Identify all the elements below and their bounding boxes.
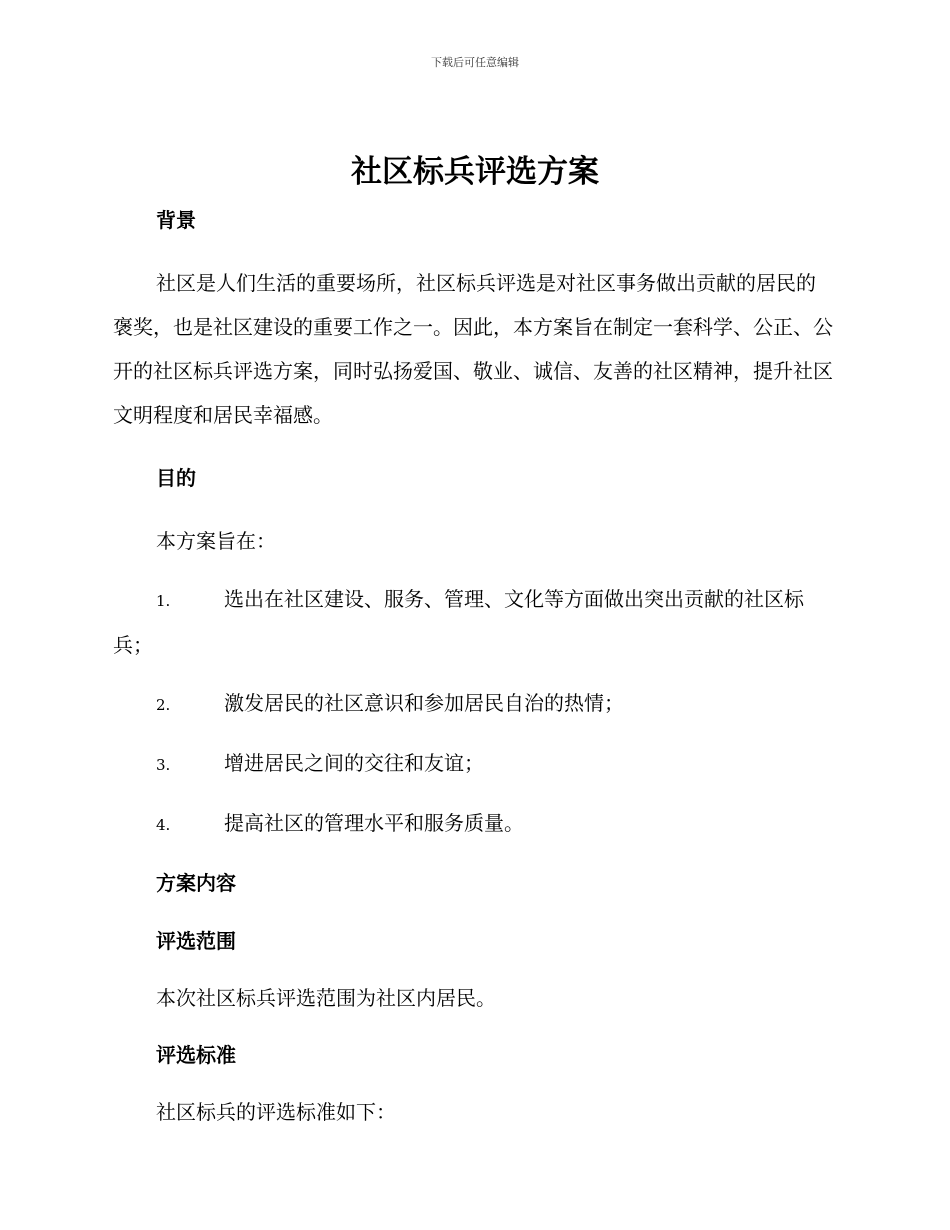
criteria-intro: 社区标兵的评选标准如下： [156,1100,396,1124]
list-item-number: 2. [156,696,171,714]
list-item [113,801,833,847]
list-item [113,577,833,667]
background-paragraph: 社区是人们生活的重要场所，社区标兵评选是对社区事务做出贡献的居民的褒奖，也是社区建设的重要工作之一。因此，本方案旨在制定一套科学、公正、公开的社区标兵评选方案，同时弘扬爱国、敬业、诚信、友善的社区精神，提升社区文明程度和居民幸福感。 [113,271,833,427]
scope-paragraph: 本次社区标兵评选范围为社区内居民。 [156,986,496,1010]
section-heading-scope: 评选范围 [156,929,236,953]
list-item-number: 1. [156,592,171,610]
list-item-number: 4. [156,816,171,834]
purpose-list [113,577,833,847]
section-heading-background: 背景 [156,208,196,232]
list-item-number: 3. [156,756,171,774]
section-heading-criteria: 评选标准 [156,1043,236,1067]
list-item-text: 增进居民之间的交往和友谊； [224,751,484,775]
section-heading-content: 方案内容 [156,871,236,895]
list-item [113,741,833,787]
purpose-intro: 本方案旨在： [156,529,276,553]
list-item-text: 提高社区的管理水平和服务质量。 [224,811,524,835]
page-header-note: 下载后可任意编辑 [431,56,519,69]
document-title: 社区标兵评选方案 [351,154,599,190]
list-item-text: 选出在社区建设、服务、管理、文化等方面做出突出贡献的社区标兵； [113,587,804,657]
section-heading-purpose: 目的 [156,466,196,490]
document-body [113,201,833,1134]
list-item-text: 激发居民的社区意识和参加居民自治的热情； [224,691,624,715]
list-item [113,681,833,727]
